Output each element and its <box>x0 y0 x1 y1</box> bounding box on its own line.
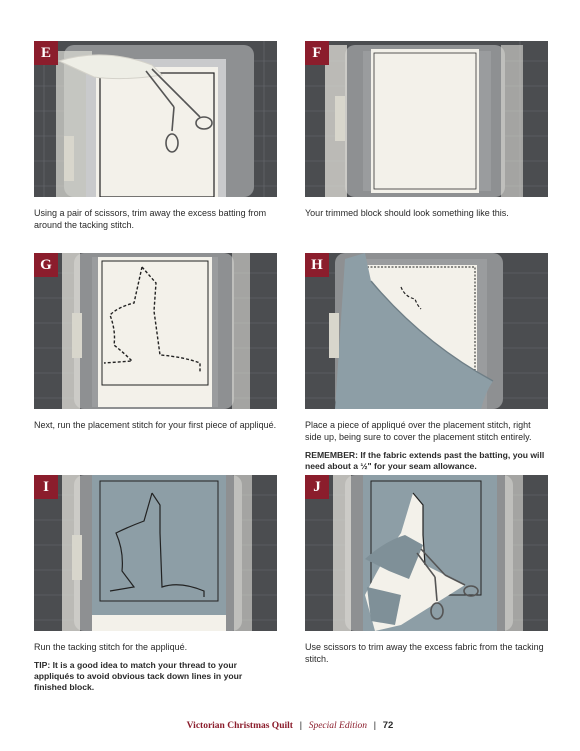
step-f-caption: Your trimmed block should look something like this. <box>305 208 509 218</box>
step-f-photo <box>305 41 548 197</box>
step-j-photo <box>305 475 548 631</box>
step-i-caption: Run the tacking stitch for the appliqué. <box>34 642 188 652</box>
step-e <box>34 41 277 231</box>
step-g-badge: G <box>34 253 58 277</box>
footer-separator: | <box>299 720 303 731</box>
step-i-photo <box>34 475 277 631</box>
step-j-caption: Use scissors to trim away the excess fabric from the tacking stitch. <box>305 642 544 664</box>
step-g-caption: Next, run the placement stitch for your first piece of appliqué. <box>34 420 277 430</box>
step-e-badge: E <box>34 41 58 65</box>
step-h-caption: Place a piece of appliqué over the placement stitch, right side up, being sure to cover the placement stitch entirely. <box>305 420 532 442</box>
step-j-badge: J <box>305 475 329 499</box>
step-f-badge: F <box>305 41 329 65</box>
step-h-badge: H <box>305 253 329 277</box>
step-h-photo <box>305 253 548 409</box>
step-h <box>305 253 548 472</box>
footer-separator-2: | <box>373 720 377 731</box>
step-e-photo <box>34 41 277 197</box>
step-f <box>305 41 548 219</box>
footer-edition: Special Edition <box>308 721 367 731</box>
step-g-photo <box>34 253 277 409</box>
page-number: 72 <box>382 720 394 731</box>
step-i-badge: I <box>34 475 58 499</box>
footer-book-title: Victorian Christmas Quilt <box>186 721 293 731</box>
step-g <box>34 253 277 431</box>
step-i-tip: TIP: It is a good idea to match your thread to your appliqués to avoid obvious tack down lines in your finished block. <box>34 660 243 692</box>
step-i <box>34 475 277 693</box>
step-j <box>305 475 548 665</box>
step-h-remember-note: REMEMBER: If the fabric extends past the batting, you will need about a ½" for your seam allowance. <box>305 450 545 471</box>
step-e-caption: Using a pair of scissors, trim away the excess batting from around the tacking stitch. <box>34 208 267 230</box>
page-footer <box>0 720 580 731</box>
